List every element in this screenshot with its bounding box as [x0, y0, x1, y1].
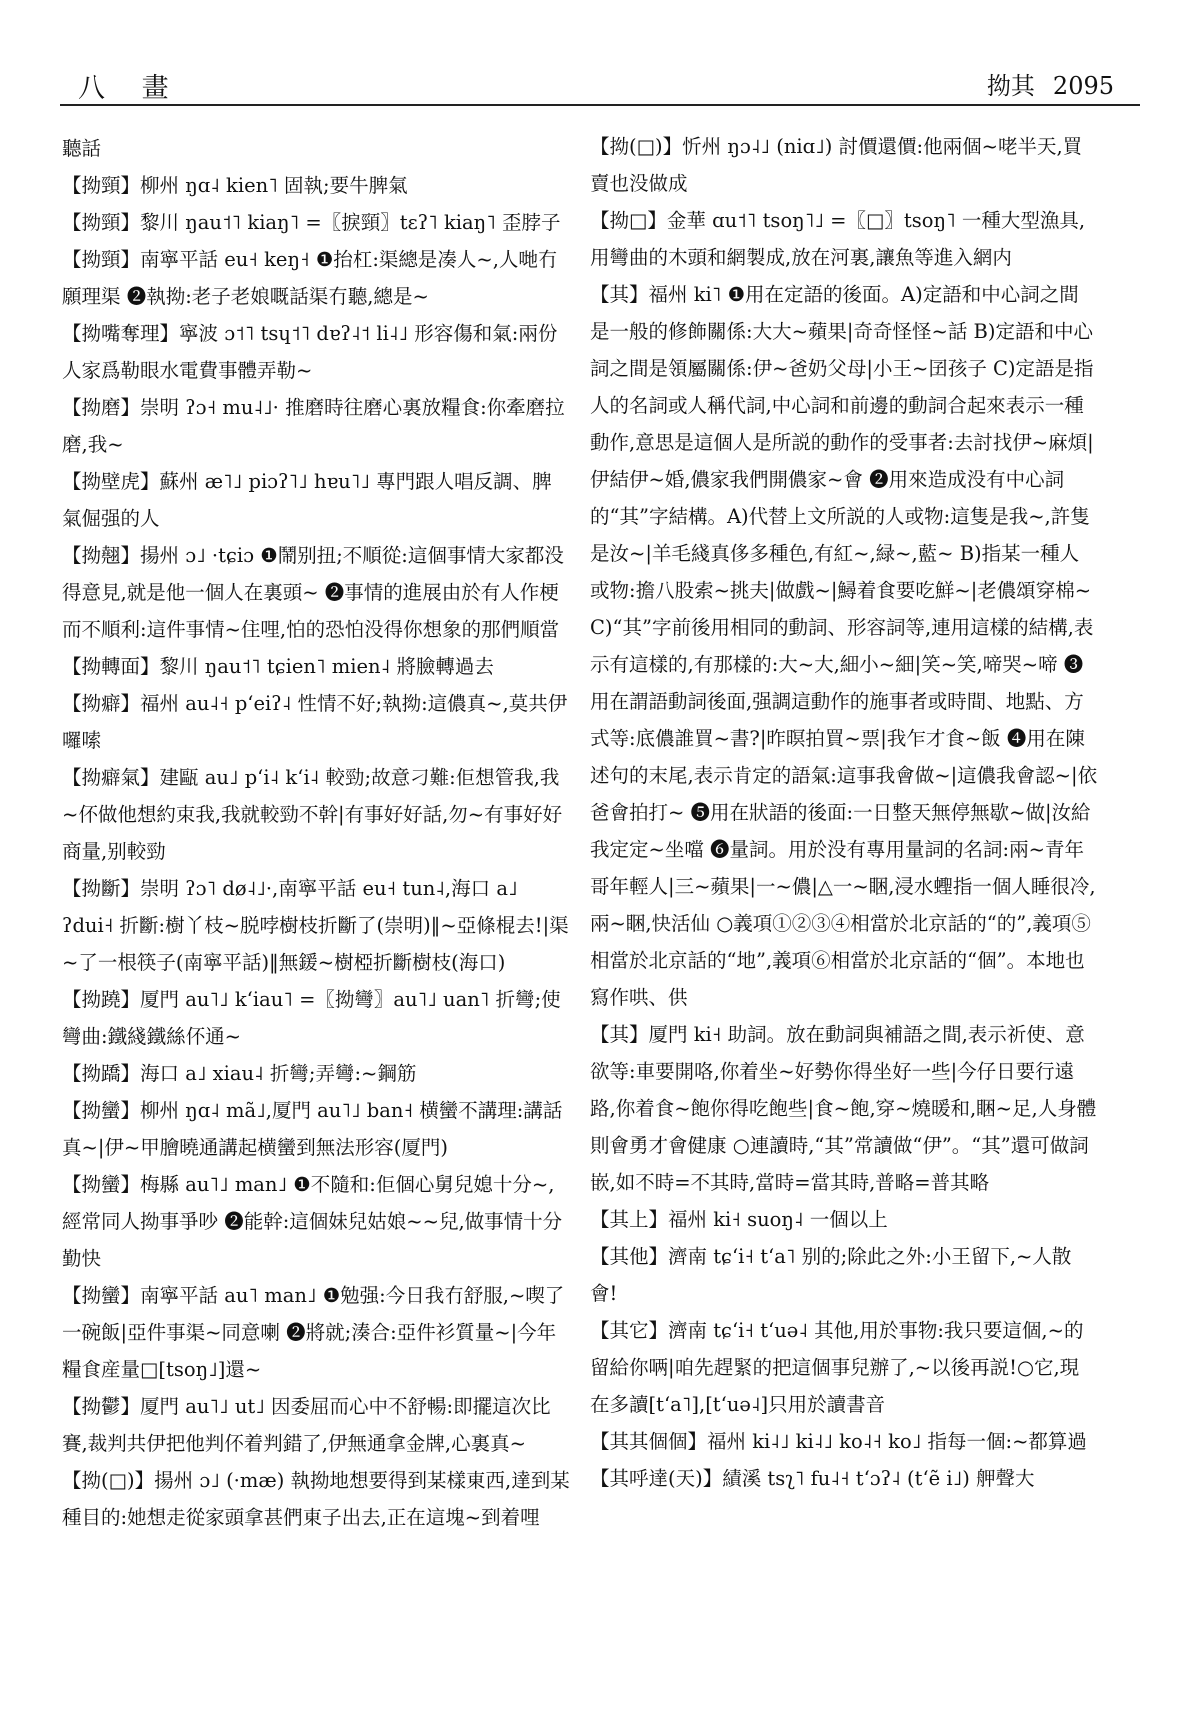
header-keywords: 拗其 [986, 72, 1035, 100]
entry: 【拗翹】揚州 ɔ˩ ·tɕiɔ ❶鬧别扭;不順從:這個事情大家都没得意見,就是他一個人在裏頭~ ❷事情的進展由於有人作梗而不順利:這件事情~住哩,怕的恐怕没得你想象的那們順當 [62, 544, 564, 641]
header-rule [60, 104, 1140, 106]
entry: 【其他】濟南 tɕʻi˧ tʻa˥ 别的;除此之外:小王留下,~人散會! [590, 1245, 1072, 1305]
entry: 【拗鬱】厦門 au˥˩ ut˩ 因委屈而心中不舒暢:即擺這次比賽,裁判共伊把他判伓着判錯了,伊無通拿金牌,心裏真~ [62, 1395, 551, 1455]
entry: 【拗蹻】海口 a˩ xiau˨ 折彎;弄彎:~鋼筋 [62, 1062, 417, 1085]
entry: 【拗轉面】黎川 ŋau˦˥ tɕien˥ mien˨ 將臉轉過去 [62, 655, 494, 678]
entry: 【其】福州 ki˥ ❶用在定語的後面。A)定語和中心詞之間是一般的修飾關係:大大~蘋果|奇奇怪怪~話 B)定語和中心詞之間是領屬關係:伊~爸奶父母|小王~囝孩子 C)定語是指人的名詞或人稱代詞,中心詞和前邊的動詞合起來表示一種動作,意思是這個人是所説的動作的受事者:去討找伊~麻煩|伊結伊~婚,儂家我們開儂家~會 ❷用來造成没有中心詞的“其”字結構。A)代替上文所説的人或物:這隻是我~,許隻是汝~|羊毛綫真侈多種色,有紅~,緑~,藍~ B)指某一種人或物:擔八股索~挑夫|做戲~|鱘着食要吃鮮~|老儂頌穿棉~ C)“其”字前後用相同的動詞、形容詞等,連用這樣的結構,表示有這樣的,有那樣的:大~大,細小~細|笑~笑,啼哭~啼 ❸用在謂語動詞後面,强調這動作的施事者或時間、地點、方式等:底儂誰買~書?|昨暝拍買~票|我乍才食~飯 ❹用在陳述句的末尾,表示肯定的語氣:這事我會做~|這儂我會認~|依爸會拍打~ ❺用在狀語的後面:一日整天無停無歇~做|汝給我定定~坐噹 ❻量詞。用於没有專用量詞的名詞:兩~青年哥年輕人|三~蘋果|一~儂|△一~睏,浸水蟶指一個人睡很冷,兩~睏,快活仙 ○義項①②③④相當於北京話的“的”,義項⑤相當於北京話的“地”,義項⑥相當於北京話的“個”。本地也寫作哄、供 [590, 283, 1098, 1009]
entry: 【拗蠻】南寧平話 au˥ man˩ ❶勉强:今日我冇舒服,~喫了一碗飯|亞件事渠~同意喇 ❷將就;湊合:亞件衫質量~|今年糧食産量□[tsoŋ˩]還~ [62, 1284, 565, 1381]
entry: 【拗頸】柳州 ŋɑ˨ kien˥ 固執;要牛脾氣 [62, 174, 408, 197]
entry: 【拗磨】崇明 ʔɔ˧ mu˨˩· 推磨時往磨心裏放糧食:你牽磨拉磨,我~ [62, 396, 565, 456]
entry: 【拗(□)】忻州 ŋɔ˨˩ (niɑ˩) 討價還價:他兩個~咾半天,買賣也没做成 [590, 135, 1083, 195]
entry: 【拗蹺】厦門 au˥˩ kʻiau˥ =〖拗彎〗au˥˩ uan˥ 折彎;使彎曲:鐵綫鐵絲伓通~ [62, 988, 561, 1048]
entry: 聽話 [62, 137, 102, 160]
entry: 【拗□】金華 ɑu˦˥ tsoŋ˥˩ =〖□〗tsoŋ˥ 一種大型漁具,用彎曲的木頭和網製成,放在河裏,讓魚等進入網内 [590, 209, 1086, 269]
page-header [60, 62, 1140, 102]
page-number: 2095 [1052, 72, 1114, 100]
entry: 【拗癖】福州 au˨˧ pʻeiʔ˨ 性情不好;執拗:這儂真~,莫共伊囉嗦 [62, 692, 568, 752]
entry: 【拗壁虎】蘇州 æ˥˩ piɔʔ˥˩ hɐu˥˩ 專門跟人唱反調、脾氣倔强的人 [62, 470, 552, 530]
entry: 【其】厦門 ki˧ 助詞。放在動詞與補語之間,表示祈使、意欲等:車要開咯,你着坐~好勢你得坐好一些|今仔日要行遠路,你着食~飽你得吃飽些|食~飽,穿~燒暖和,睏~足,人身體則會勇才會健康 ○連讀時,“其”常讀做“伊”。“其”還可做詞嵌,如不時=不其時,當時=當其時,普略=普其略 [590, 1023, 1097, 1194]
entry: 【其它】濟南 tɕʻi˧ tʻuə˨ 其他,用於事物:我只要這個,~的留給你唡|咱先趕緊的把這個事兒辦了,~以後再説!○它,現在多讀[tʻa˥],[tʻuə˨]只用於讀書音 [590, 1319, 1084, 1416]
entry: 【拗頸】黎川 ŋau˦˥ kiaŋ˥ =〖捩頸〗tɛʔ˥ kiaŋ˥ 歪脖子 [62, 211, 561, 234]
page-header-right [969, 66, 1114, 101]
left-column [62, 130, 570, 1536]
entry: 【拗癖氣】建甌 au˩ pʻi˨ kʻi˨ 較勁;故意刁難:佢想管我,我~伓做他想約束我,我就較勁不幹|有事好好話,勿~有事好好商量,别較勁 [62, 766, 563, 863]
entry: 【拗嘴奪理】寧波 ɔ˦˥ tsɥ˦˥ dɐʔ˨˦ li˨˩ 形容傷和氣:兩份人家爲勒眼水電費事體弄勒~ [62, 322, 558, 382]
entry: 【其上】福州 ki˧ suoŋ˨ 一個以上 [590, 1208, 888, 1231]
right-column [590, 128, 1098, 1497]
entry: 【拗斷】崇明 ʔɔ˥ dø˨˩·,南寧平話 eu˧ tun˨,海口 a˩ ʔdui˧ 折斷:樹丫枝~脱哱樹枝折斷了(崇明)‖~亞條棍去!|渠~了一根筷子(南寧平話)‖無鍰~樹椏折斷樹枝(海口) [62, 877, 569, 974]
entry: 【其呼達(天)】績溪 tsʅ˥ fu˨˧ tʻɔʔ˨ (tʻẽ i˩) 舺聲大 [590, 1467, 1035, 1490]
entry: 【拗蠻】梅縣 au˥˩ man˩ ❶不隨和:佢個心舅兒媳十分~,經常同人拗事爭吵 ❷能幹:這個妹兒姑娘~~兒,做事情十分勤快 [62, 1173, 563, 1270]
entry: 【拗蠻】柳州 ŋɑ˨ mã˩,厦門 au˥˩ ban˧ 横蠻不講理:講話真~|伊~甲膾曉通講起横蠻到無法形容(厦門) [62, 1099, 563, 1159]
entry: 【拗(□)】揚州 ɔ˩ (·mæ) 執拗地想要得到某樣東西,達到某種目的:她想走從家頭拿甚們東子出去,正在這塊~到着哩 [62, 1469, 570, 1529]
section-title: 八 畫 [78, 73, 183, 104]
entry: 【其其個個】福州 ki˨˩ ki˨˩ ko˨˧ ko˩ 指每一個:~都算過 [590, 1430, 1087, 1453]
entry: 【拗頸】南寧平話 eu˧ keŋ˧ ❶抬杠:渠總是凑人~,人哋冇願理渠 ❷執拗:老子老娘嘅話渠冇聽,總是~ [62, 248, 558, 308]
